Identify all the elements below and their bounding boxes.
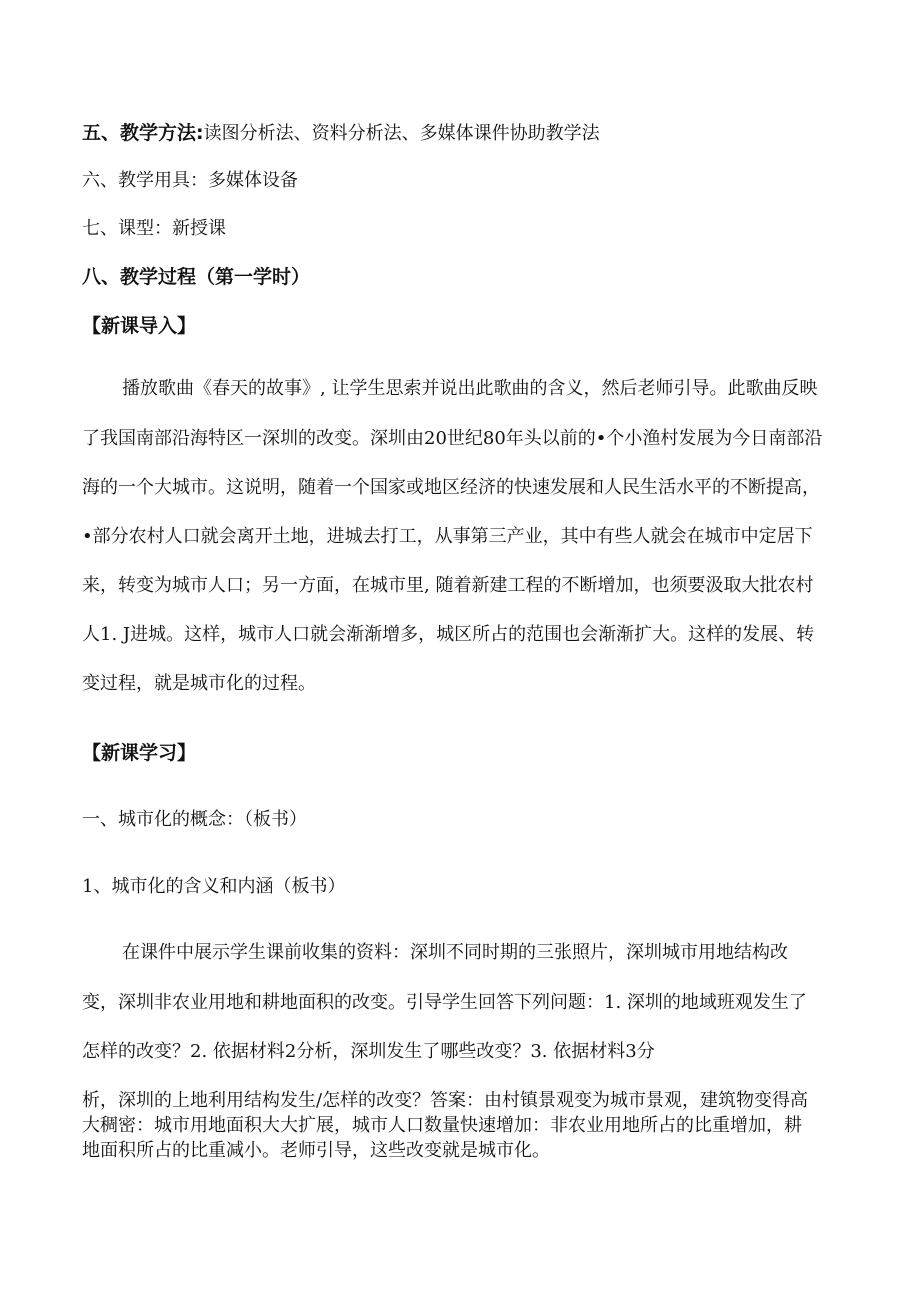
paragraph-line: 海的一个大城市。这说明，随着一个国家或地区经济的快速发展和人民生活水平的不断提高， [82, 477, 820, 498]
study-header: 【新课学习】 [82, 742, 197, 764]
paragraph-line: 析，深圳的上地利用结构发生/怎样的改变？答案：由村镇景观变为城市景观，建筑物变得高 [82, 1090, 809, 1111]
paragraph-line: 来，转变为城市人口；另一方面，在城市里, 随着新建工程的不断增加，也须要汲取大批农村 [82, 575, 814, 596]
subsection-heading: 1、城市化的含义和内涵（板书） [82, 876, 346, 897]
paragraph-line: 变，深圳非农业用地和耕地面积的改变。引导学生回答下列问题：1. 深圳的地域班观发生了 [82, 992, 807, 1013]
section-teaching-process: 八、教学过程（第一学时） [82, 266, 311, 288]
paragraph-line: 大稠密：城市用地面积大大扩展，城市人口数量快速增加：非农业用地所占的比重增加，耕 [82, 1115, 802, 1136]
paragraph-line: 地面积所占的比重减小。老师引导，这些改变就是城市化。 [82, 1140, 550, 1161]
concept-heading: 一、城市化的概念：（板书） [82, 809, 307, 830]
section-lesson-type: 七、课型：新授课 [82, 218, 226, 239]
teaching-methods-text: 读图分析法、资料分析法、多媒体课件协助教学法 [203, 123, 600, 144]
paragraph-line: •部分农村人口就会离开土地，进城去打工，从事第三产业，其中有些人就会在城市中定居下 [82, 526, 813, 547]
section-teaching-tools: 六、教学用具：多媒体设备 [82, 170, 298, 191]
paragraph-line: 变过程，就是城市化的过程。 [82, 673, 316, 694]
section-teaching-methods [82, 124, 600, 143]
paragraph-line: 了我国南部沿海特区一深圳的改变。深圳由20世纪80年头以前的•个小渔村发展为今日南部沿 [82, 428, 823, 449]
teaching-methods-label: 五、教学方法: [82, 122, 204, 144]
paragraph-line: 在课件中展示学生课前收集的资料：深圳不同时期的三张照片，深圳城市用地结构改 [122, 942, 788, 963]
paragraph-line: 人1. J进城。这样，城市人口就会渐渐增多，城区所占的范围也会渐渐扩大。这样的发展、转 [82, 624, 815, 645]
intro-header: 【新课导入】 [82, 315, 197, 337]
paragraph-line: 怎样的改变？2. 依据材料2分析，深圳发生了哪些改变？3. 依据材料3分 [82, 1041, 655, 1062]
paragraph-line: 播放歌曲《春天的故事》, 让学生思索并说出此歌曲的含义，然后老师引导。此歌曲反映 [122, 378, 818, 399]
